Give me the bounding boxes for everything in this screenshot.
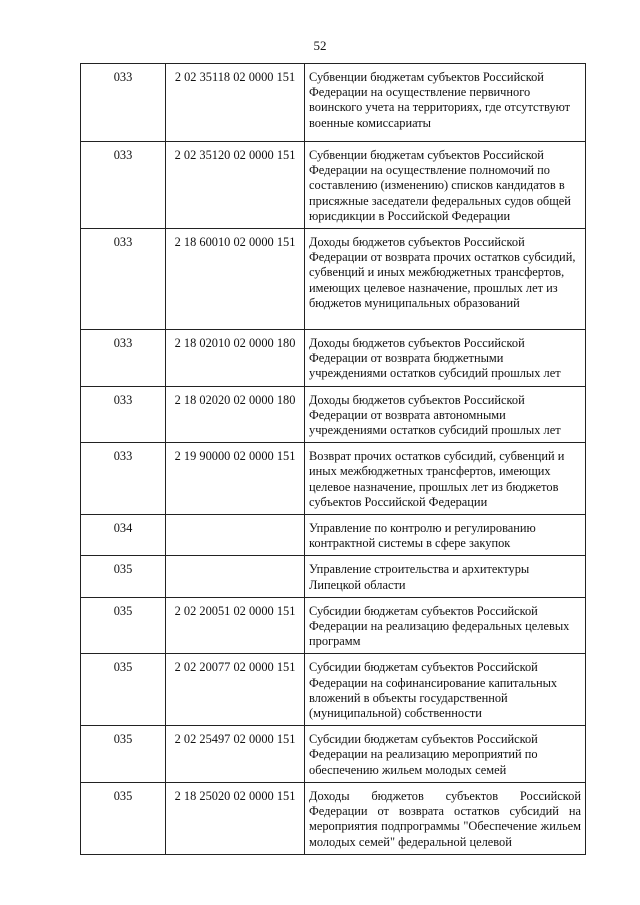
description-cell: Доходы бюджетов субъектов Российской Федерации от возврата автономными учреждениями остатков субсидий прошлых лет	[305, 386, 586, 443]
table-row	[81, 330, 586, 387]
budget-code-cell: 2 02 20051 02 0000 151	[166, 597, 305, 654]
table-row	[81, 654, 586, 726]
description-cell: Субвенции бюджетам субъектов Российской Федерации на осуществление полномочий по составлению (изменению) списков кандидатов в присяжные заседатели федеральных судов общей юрисдикции в Российской Федерации	[305, 142, 586, 229]
admin-code-cell: 035	[81, 654, 166, 726]
description-cell: Управление по контролю и регулированию контрактной системы в сфере закупок	[305, 515, 586, 556]
table-row	[81, 229, 586, 330]
description-cell: Управление строительства и архитектуры Липецкой области	[305, 556, 586, 597]
admin-code-cell: 033	[81, 443, 166, 515]
table-row	[81, 64, 586, 142]
description-cell: Возврат прочих остатков субсидий, субвенций и иных межбюджетных трансфертов, имеющих целевое назначение, прошлых лет из бюджетов субъектов Российской Федерации	[305, 443, 586, 515]
admin-code-cell: 035	[81, 597, 166, 654]
admin-code-cell: 033	[81, 330, 166, 387]
admin-code-cell: 035	[81, 782, 166, 854]
admin-code-cell: 034	[81, 515, 166, 556]
table-row	[81, 386, 586, 443]
description-cell: Доходы бюджетов субъектов Российской Федерации от возврата бюджетными учреждениями остатков субсидий прошлых лет	[305, 330, 586, 387]
admin-code-cell: 033	[81, 64, 166, 142]
budget-code-cell: 2 18 02010 02 0000 180	[166, 330, 305, 387]
budget-code-cell	[166, 556, 305, 597]
budget-code-cell: 2 18 60010 02 0000 151	[166, 229, 305, 330]
budget-code-cell: 2 02 35118 02 0000 151	[166, 64, 305, 142]
budget-code-cell: 2 02 25497 02 0000 151	[166, 726, 305, 783]
description-cell: Субвенции бюджетам субъектов Российской Федерации на осуществление первичного воинского учета на территориях, где отсутствуют военные комиссариаты	[305, 64, 586, 142]
admin-code-cell: 033	[81, 386, 166, 443]
admin-code-cell: 033	[81, 229, 166, 330]
description-cell: Доходы бюджетов субъектов Российской Федерации от возврата остатков субсидий на мероприятия подпрограммы "Обеспечение жильем молодых семей" федеральной целевой	[305, 782, 586, 854]
admin-code-cell: 035	[81, 556, 166, 597]
table-row	[81, 443, 586, 515]
description-cell: Субсидии бюджетам субъектов Российской Федерации на реализацию федеральных целевых программ	[305, 597, 586, 654]
description-cell: Субсидии бюджетам субъектов Российской Федерации на софинансирование капитальных вложений в объекты государственной (муниципальной) собственности	[305, 654, 586, 726]
budget-code-cell	[166, 515, 305, 556]
page-number: 52	[313, 38, 327, 53]
budget-code-cell: 2 19 90000 02 0000 151	[166, 443, 305, 515]
table-row	[81, 142, 586, 229]
budget-code-cell: 2 02 35120 02 0000 151	[166, 142, 305, 229]
budget-code-cell: 2 02 20077 02 0000 151	[166, 654, 305, 726]
description-cell: Субсидии бюджетам субъектов Российской Федерации на реализацию мероприятий по обеспечению жильем молодых семей	[305, 726, 586, 783]
budget-code-cell: 2 18 25020 02 0000 151	[166, 782, 305, 854]
budget-code-cell: 2 18 02020 02 0000 180	[166, 386, 305, 443]
description-cell: Доходы бюджетов субъектов Российской Федерации от возврата прочих остатков субсидий, субвенций и иных межбюджетных трансфертов, имеющих целевое назначение, прошлых лет из бюджетов муниципальных образований	[305, 229, 586, 330]
revenue-codes-table	[80, 63, 586, 855]
table-row	[81, 597, 586, 654]
admin-code-cell: 035	[81, 726, 166, 783]
table-row	[81, 782, 586, 854]
table-row	[81, 726, 586, 783]
table-row	[81, 515, 586, 556]
table-row	[81, 556, 586, 597]
admin-code-cell: 033	[81, 142, 166, 229]
